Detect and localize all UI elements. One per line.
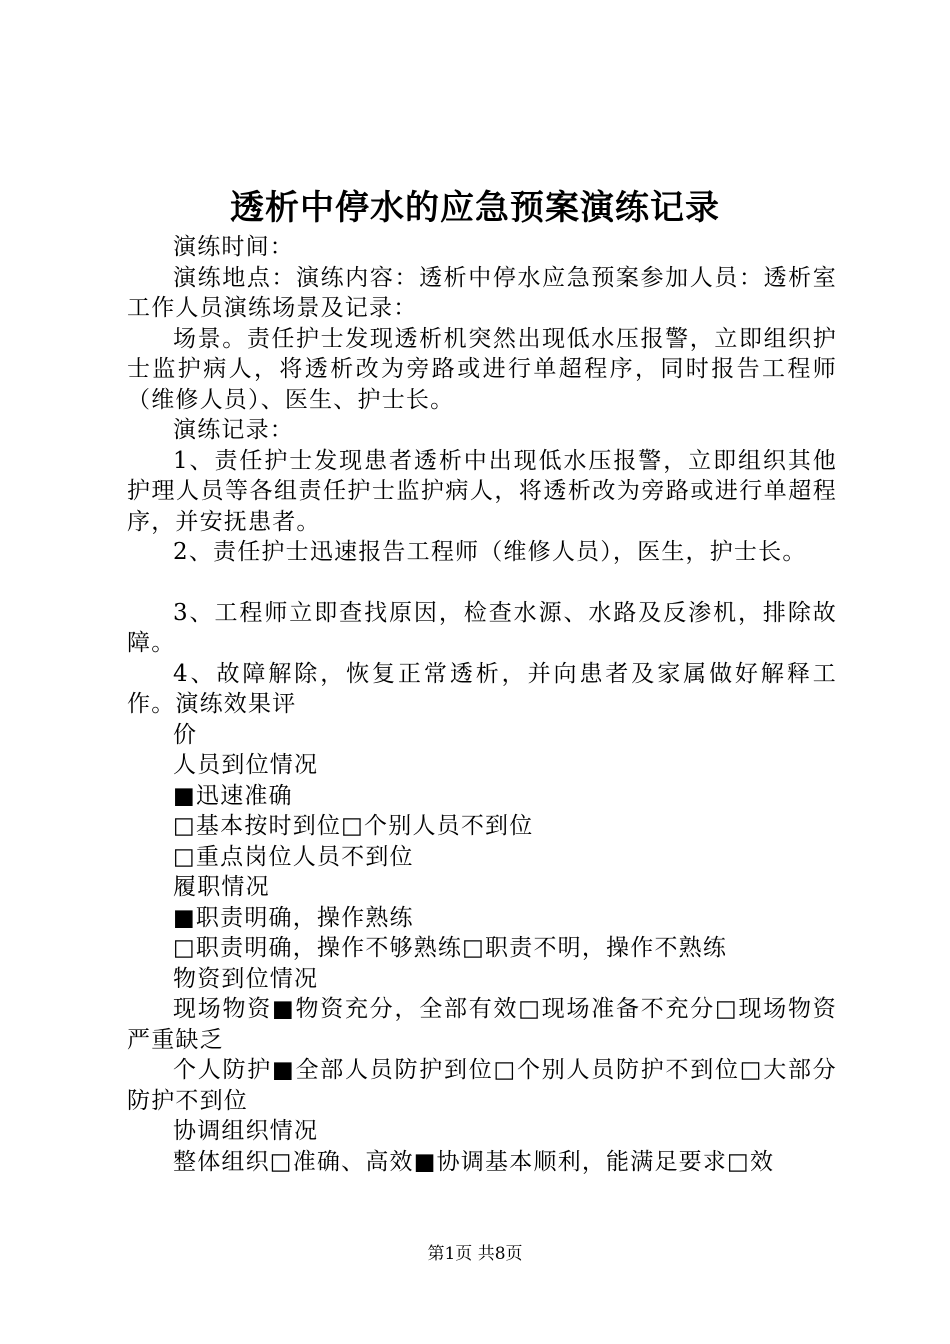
paragraph-personnel-option-3: □重点岗位人员不到位	[173, 843, 414, 870]
document-body	[127, 232, 837, 1177]
paragraph-coordination-options: 整体组织□准确、高效■协调基本顺利，能满足要求□效	[173, 1148, 775, 1175]
paragraph-drill-time: 演练时间：	[173, 234, 294, 260]
paragraph-drill-record-heading: 演练记录：	[173, 417, 294, 443]
paragraph-personnel-heading: 人员到位情况	[173, 752, 319, 778]
document-title: 透析中停水的应急预案演练记录	[230, 188, 720, 228]
paragraph-personnel-option-2: □基本按时到位□个别人员不到位	[173, 813, 534, 839]
page-number-footer: 第1页 共8页	[427, 1244, 523, 1264]
paragraph-personnel-option-1: ■迅速准确	[173, 782, 293, 809]
paragraph-evaluation-cont: 价	[173, 721, 198, 748]
paragraph-protection-options: 个人防护■全部人员防护到位□个别人员防护不到位□大部分防护不到位	[127, 1057, 837, 1114]
paragraph-duty-heading: 履职情况	[173, 874, 270, 900]
paragraph-drill-location: 演练地点：演练内容：透析中停水应急预案参加人员：透析室工作人员演练场景及记录：	[127, 264, 837, 321]
paragraph-supplies-options: 现场物资■物资充分，全部有效□现场准备不充分□现场物资严重缺乏	[127, 996, 837, 1053]
paragraph-duty-option-2: □职责明确，操作不够熟练□职责不明，操作不熟练	[173, 935, 728, 961]
paragraph-step-1: 1、责任护士发现患者透析中出现低水压报警，立即组织其他护理人员等各组责任护士监护病人，将透析改为旁路或进行单超程序，并安抚患者。	[127, 447, 837, 535]
paragraph-step-4: 4、故障解除，恢复正常透析，并向患者及家属做好解释工作。演练效果评	[127, 660, 837, 717]
paragraph-supplies-heading: 物资到位情况	[173, 965, 319, 992]
paragraph-step-2: 2、责任护士迅速报告工程师（维修人员），医生，护士长。	[173, 539, 807, 565]
paragraph-scenario: 场景。责任护士发现透析机突然出现低水压报警，立即组织护士监护病人，将透析改为旁路或进行单超程序，同时报告工程师（维修人员）、医生、护士长。	[127, 325, 837, 413]
paragraph-coordination-heading: 协调组织情况	[173, 1118, 319, 1144]
paragraph-duty-option-1: ■职责明确，操作熟练	[173, 904, 414, 931]
paragraph-step-3: 3、工程师立即查找原因，检查水源、水路及反渗机，排除故障。	[127, 599, 837, 656]
